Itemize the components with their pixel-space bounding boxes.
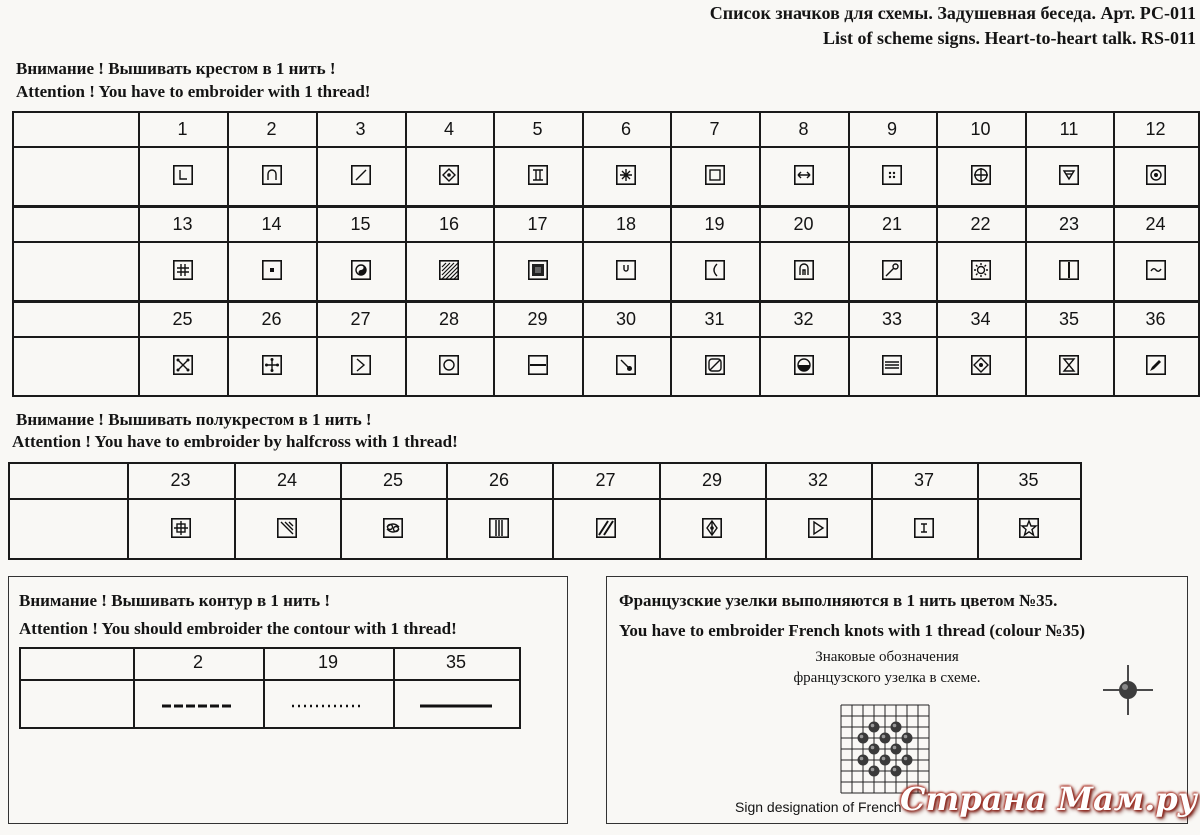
horizontal-split-icon [528,355,548,375]
hatched-square-icon [439,260,459,280]
x-dots-icon [173,355,193,375]
symbol-number: 22 [970,214,991,234]
symbol-number: 23 [1058,214,1080,234]
triple-bar-icon [882,355,902,375]
chevron-right-icon [351,355,371,375]
french-line-en: You have to embroider French knots with 1 thread (colour №35) [619,621,1086,640]
diamond-dot-icon [439,165,459,185]
cross-attention-en: Attention ! You have to embroider with 1 thread! [16,82,371,101]
french-line-ru: Французские узелки выполняются в 1 нить цветом №35. [619,591,1058,610]
symbol-number: 36 [1145,309,1166,329]
contour-number: 2 [192,652,203,672]
cross-table-block [12,206,1200,302]
rounded-slash-icon [705,355,725,375]
halfcross-table-frame [8,462,1082,560]
french-caption-en: Sign designation of French [735,799,902,815]
french-caption-ru-2: французского узелка в схеме. [793,670,981,686]
symbol-number: 35 [1018,470,1039,490]
symbol-number: 29 [701,470,723,490]
symbol-number: 17 [527,214,548,234]
symbol-number: 25 [172,309,193,329]
symbol-number: 6 [620,119,631,139]
symbol-number: 37 [913,470,935,490]
symbol-number: 2 [266,119,277,139]
symbol-number: 19 [704,214,725,234]
symbol-number: 9 [886,119,897,139]
small-u-icon [616,260,636,280]
symbol-number: 12 [1145,119,1166,139]
cancer-sign-icon [383,518,403,538]
row-divider [14,146,1198,148]
contour-attention-ru: Внимание ! Вышивать контур в 1 нить ! [19,591,330,610]
symbol-number: 24 [276,470,298,490]
half-circle-icon [794,355,814,375]
symbol-number: 15 [350,214,371,234]
down-triangle-icon [1059,165,1079,185]
symbol-number: 27 [350,309,371,329]
plus-dots-icon [262,355,282,375]
symbol-number: 4 [443,119,454,139]
contour-number: 19 [317,652,339,672]
triple-vertical-icon [489,518,509,538]
symbol-number: 24 [1145,214,1166,234]
crosshair-circle-icon [971,165,991,185]
symbol-number: 27 [595,470,616,490]
symbol-number: 13 [172,214,193,234]
grid-icon [173,260,193,280]
title-ru: Список значков для схемы. Задушевная беседа. Арт. РС-011 [709,3,1196,23]
double-square-icon [705,165,725,185]
symbol-number: 32 [793,309,814,329]
symbol-number: 31 [704,309,725,329]
corner-L-icon [173,165,193,185]
four-dots-icon [882,165,902,185]
pillar-icon [528,165,548,185]
contour-dotted-line-icon [290,697,366,715]
key-shape-icon [794,260,814,280]
symbol-number: 28 [438,309,460,329]
symbol-number: 30 [615,309,637,329]
tilde-icon [1146,260,1166,280]
symbol-number: 35 [1058,309,1080,329]
row-divider [10,498,1080,500]
french-knot-symbol-icon [1103,665,1153,720]
target-circle-icon [1146,165,1166,185]
symbol-number: 33 [881,309,903,329]
vertical-split-icon [1059,260,1079,280]
contour-solid-line-icon [418,697,494,715]
symbol-number: 18 [615,214,637,234]
row-divider [14,241,1198,243]
cross-table-block [12,301,1200,397]
i-beam-icon [914,518,934,538]
diamond-eye-icon [971,355,991,375]
center-dot-icon [262,260,282,280]
yin-yang-icon [351,260,371,280]
french-caption-ru-1: Знаковые обозначения [815,649,959,665]
corner-hatch-icon [277,518,297,538]
square-plus-icon [171,518,191,538]
diagonal-slash-icon [351,165,371,185]
row-divider [14,336,1198,338]
symbol-number: 8 [798,119,809,139]
wand-icon [882,260,902,280]
cross-table-block [12,111,1200,207]
symbol-number: 20 [793,214,814,234]
contour-number: 35 [445,652,467,672]
paren-icon [705,260,725,280]
symbol-number: 26 [488,470,510,490]
play-triangle-icon [808,518,828,538]
symbol-number: 16 [438,214,460,234]
halfcross-attention-ru: Внимание ! Вышивать полукрестом в 1 нить ! [16,410,372,429]
halfcross-attention-en: Attention ! You have to embroider by halfcross with 1 thread! [12,432,458,451]
pin-icon [616,355,636,375]
contour-box [8,576,568,824]
symbol-number: 14 [261,214,282,234]
symbol-number: 3 [355,119,366,139]
double-slash-icon [596,518,616,538]
asterisk-icon [616,165,636,185]
cross-attention-ru: Внимание ! Вышивать крестом в 1 нить ! [16,59,336,78]
contour-attention-en: Attention ! You should embroider the contour with 1 thread! [19,619,457,638]
star-icon [1019,518,1039,538]
symbol-number: 23 [170,470,191,490]
diamond-cross-icon [702,518,722,538]
title-en: List of scheme signs. Heart-to-heart talk. RS-011 [823,28,1196,48]
hourglass-icon [1059,355,1079,375]
symbol-number: 5 [532,119,543,139]
symbol-number: 21 [881,214,903,234]
symbol-number: 25 [382,470,404,490]
filled-square-icon [528,260,548,280]
symbol-number: 10 [970,119,991,139]
symbol-number: 32 [807,470,829,490]
circle-icon [439,355,459,375]
symbol-number: 7 [709,119,720,139]
arch-icon [262,165,282,185]
symbol-number: 29 [527,309,548,329]
contour-table-frame [19,647,521,729]
contour-dashed-line-icon [160,697,236,715]
symbol-number: 11 [1059,119,1079,139]
symbol-number: 26 [261,309,282,329]
sun-icon [971,260,991,280]
row-divider [21,679,519,681]
double-arrow-icon [794,165,814,185]
symbol-number: 34 [970,309,991,329]
symbol-number: 1 [177,119,188,139]
pencil-icon [1146,355,1166,375]
watermark: Страна Мам.ру [900,780,1197,818]
